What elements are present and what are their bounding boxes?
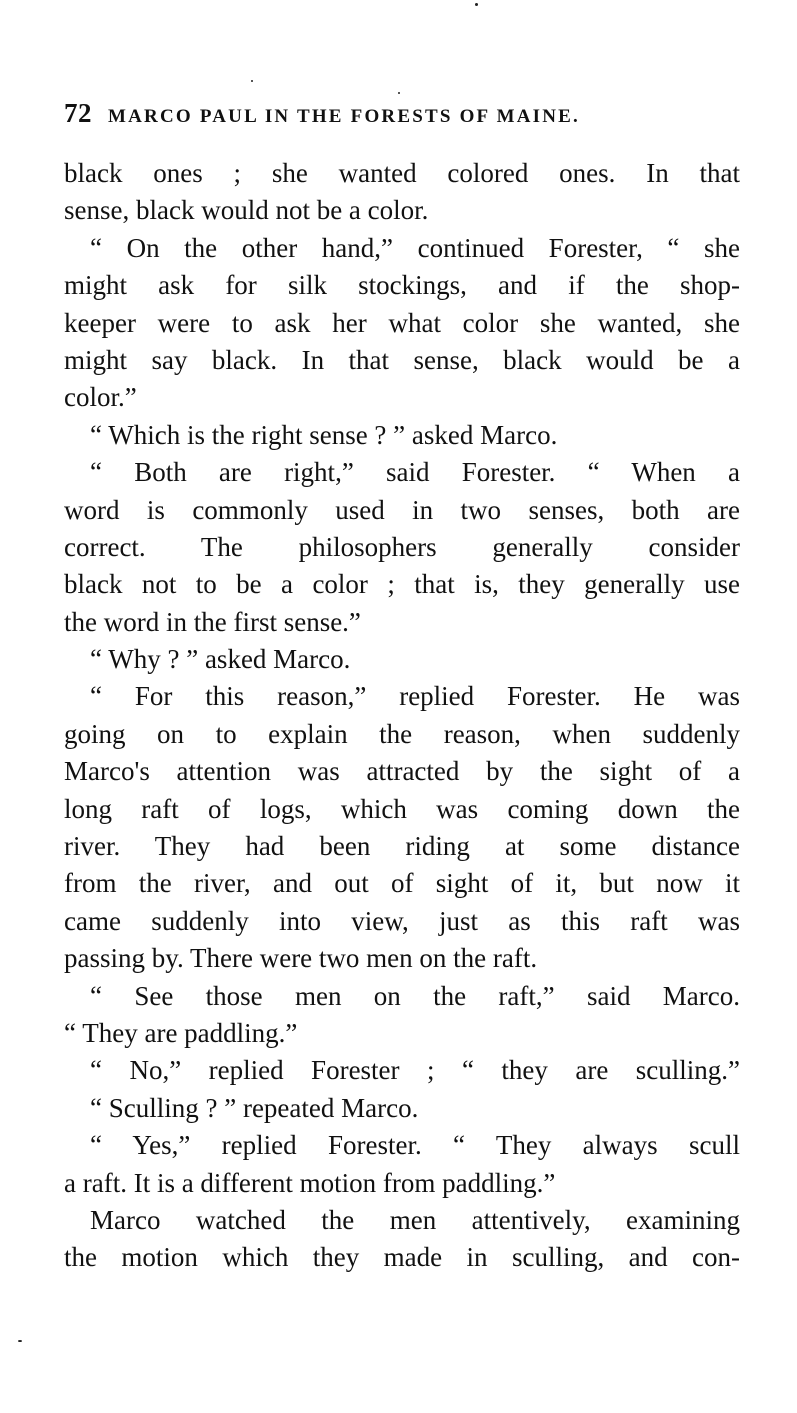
text-line: keeper were to ask her what color she wanted, she bbox=[64, 307, 740, 338]
text-line: color.” bbox=[64, 382, 137, 413]
text-line: might ask for silk stockings, and if the shop- bbox=[64, 270, 740, 301]
body-text bbox=[64, 155, 740, 1277]
print-speck bbox=[18, 1340, 22, 1342]
text-line: “ Why ? ” asked Marco. bbox=[90, 644, 351, 675]
text-line: “ Which is the right sense ? ” asked Marco. bbox=[90, 419, 558, 450]
text-line: going on to explain the reason, when suddenly bbox=[64, 718, 740, 749]
page-number: 72 bbox=[64, 98, 92, 128]
text-line: long raft of logs, which was coming down the bbox=[64, 793, 740, 824]
text-line: “ Yes,” replied Forester. “ They always scull bbox=[90, 1130, 740, 1161]
text-line: “ See those men on the raft,” said Marco. bbox=[90, 980, 740, 1011]
text-line: “ For this reason,” replied Forester. He was bbox=[90, 681, 740, 712]
text-line: the motion which they made in sculling, and con- bbox=[64, 1242, 740, 1273]
print-speck bbox=[475, 3, 478, 6]
text-line: “ On the other hand,” continued Forester, “ she bbox=[90, 232, 740, 263]
text-line: “ Both are right,” said Forester. “ When a bbox=[90, 457, 740, 488]
text-line: black ones ; she wanted colored ones. In that bbox=[64, 158, 740, 188]
text-line: sense, black would not be a color. bbox=[64, 195, 429, 226]
page-header bbox=[64, 98, 744, 132]
text-line: came suddenly into view, just as this raft was bbox=[64, 905, 740, 936]
text-line: correct. The philosophers generally consider bbox=[64, 531, 740, 562]
text-line: word is commonly used in two senses, both are bbox=[64, 494, 740, 525]
text-line: from the river, and out of sight of it, but now it bbox=[64, 868, 740, 899]
text-line: “ They are paddling.” bbox=[64, 1017, 298, 1048]
text-line: “ Sculling ? ” repeated Marco. bbox=[90, 1092, 419, 1123]
text-line: the word in the first sense.” bbox=[64, 606, 361, 637]
text-line: Marco watched the men attentively, examining bbox=[90, 1204, 740, 1235]
print-speck bbox=[251, 80, 253, 82]
text-line: black not to be a color ; that is, they generally use bbox=[64, 569, 740, 600]
text-line: a raft. It is a different motion from paddling.” bbox=[64, 1167, 556, 1198]
running-title: MARCO PAUL IN THE FORESTS OF MAINE. bbox=[108, 106, 580, 127]
text-line: “ No,” replied Forester ; “ they are sculling.” bbox=[90, 1055, 740, 1086]
text-line: river. They had been riding at some distance bbox=[64, 831, 740, 862]
text-line: passing by. There were two men on the raft. bbox=[64, 943, 538, 974]
text-line: Marco's attention was attracted by the sight of a bbox=[64, 756, 740, 787]
print-speck bbox=[398, 92, 400, 94]
text-line: might say black. In that sense, black would be a bbox=[64, 344, 740, 375]
